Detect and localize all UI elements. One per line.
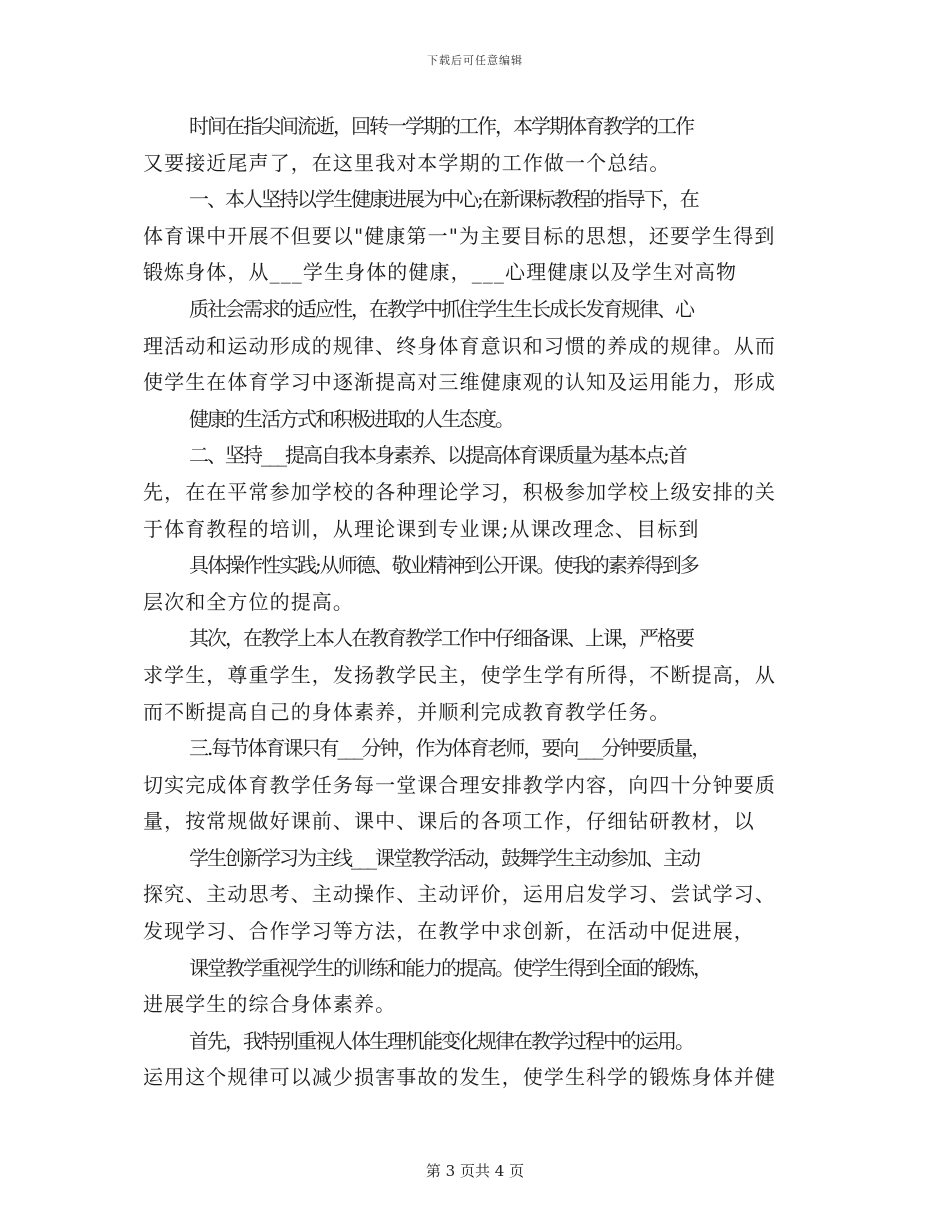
text-line: 二、坚持___提高自我本身素养、以提高体育课质量为基本点;首 [189,443,686,468]
text-line: 健康的生活方式和积极进取的人生态度。 [189,406,513,431]
text-line: 具体操作性实践;从师德、敬业精神到公开课。使我的素养得到多 [189,553,698,578]
text-line: 学生创新学习为主线___课堂教学活动，鼓舞学生主动参加、主动 [189,845,699,870]
text-line: 求学生，尊重学生，发扬教学民主，使学生学有所得，不断提高，从 [143,662,776,687]
text-line: 又要接近尾声了，在这里我对本学期的工作做一个总结。 [143,150,671,175]
text-line: 而不断提高自己的身体素养，并顺利完成教育教学任务。 [143,699,671,724]
text-line: 探究、主动思考、主动操作、主动评价，运用启发学习、尝试学习、 [143,882,776,907]
text-line: 发现学习、合作学习等方法，在教学中求创新，在活动中促进展， [143,919,755,944]
text-line: 进展学生的综合身体素养。 [143,992,397,1017]
text-line: 首先，我特别重视人体生理机能变化规律在教学过程中的运用。 [189,1028,693,1053]
text-line: 一、本人坚持以学生健康进展为中心;在新课标教程的指导下，在 [189,187,698,212]
text-line: 使学生在体育学习中逐渐提高对三维健康观的认知及运用能力，形成 [143,370,776,395]
text-line: 切实完成体育教学任务每一堂课合理安排教学内容，向四十分钟要质 [143,772,776,797]
text-line: 质社会需求的适应性，在教学中抓住学生生长成长发育规律、心 [189,296,693,321]
document-body [143,108,823,1096]
text-line: 其次，在教学上本人在教育教学工作中仔细备课、上课，严格要 [189,626,693,651]
text-line: 体育课中开展不但要以"健康第一"为主要目标的思想，还要学生得到 [143,223,776,248]
text-line: 于体育教程的培训，从理论课到专业课;从课改理念、目标到 [143,516,700,541]
page-footer: 第 3 页共 4 页 [425,1162,525,1180]
text-line: 时间在指尖间流逝，回转一学期的工作，本学期体育教学的工作 [189,114,693,138]
text-line: 运用这个规律可以减少损害事故的发生，使学生科学的锻炼身体并健 [143,1065,776,1090]
text-line: 课堂教学重视学生的训练和能力的提高。使学生得到全面的锻炼， [189,955,711,980]
text-line: 理活动和运动形成的规律、终身体育意识和习惯的养成的规律。从而 [143,333,776,358]
text-line: 量，按常规做好课前、课中、课后的各项工作，仔细钻研教材，以 [143,809,755,834]
text-line: 锻炼身体，从___学生身体的健康，___心理健康以及学生对高物 [143,260,738,285]
page-header: 下载后可任意编辑 [427,54,523,67]
text-line: 先，在在平常参加学校的各种理论学习，积极参加学校上级安排的关 [143,479,776,504]
text-line: 层次和全方位的提高。 [143,589,354,614]
text-line: 三.每节体育课只有___分钟，作为体育老师，要向___分钟要质量， [189,736,710,761]
